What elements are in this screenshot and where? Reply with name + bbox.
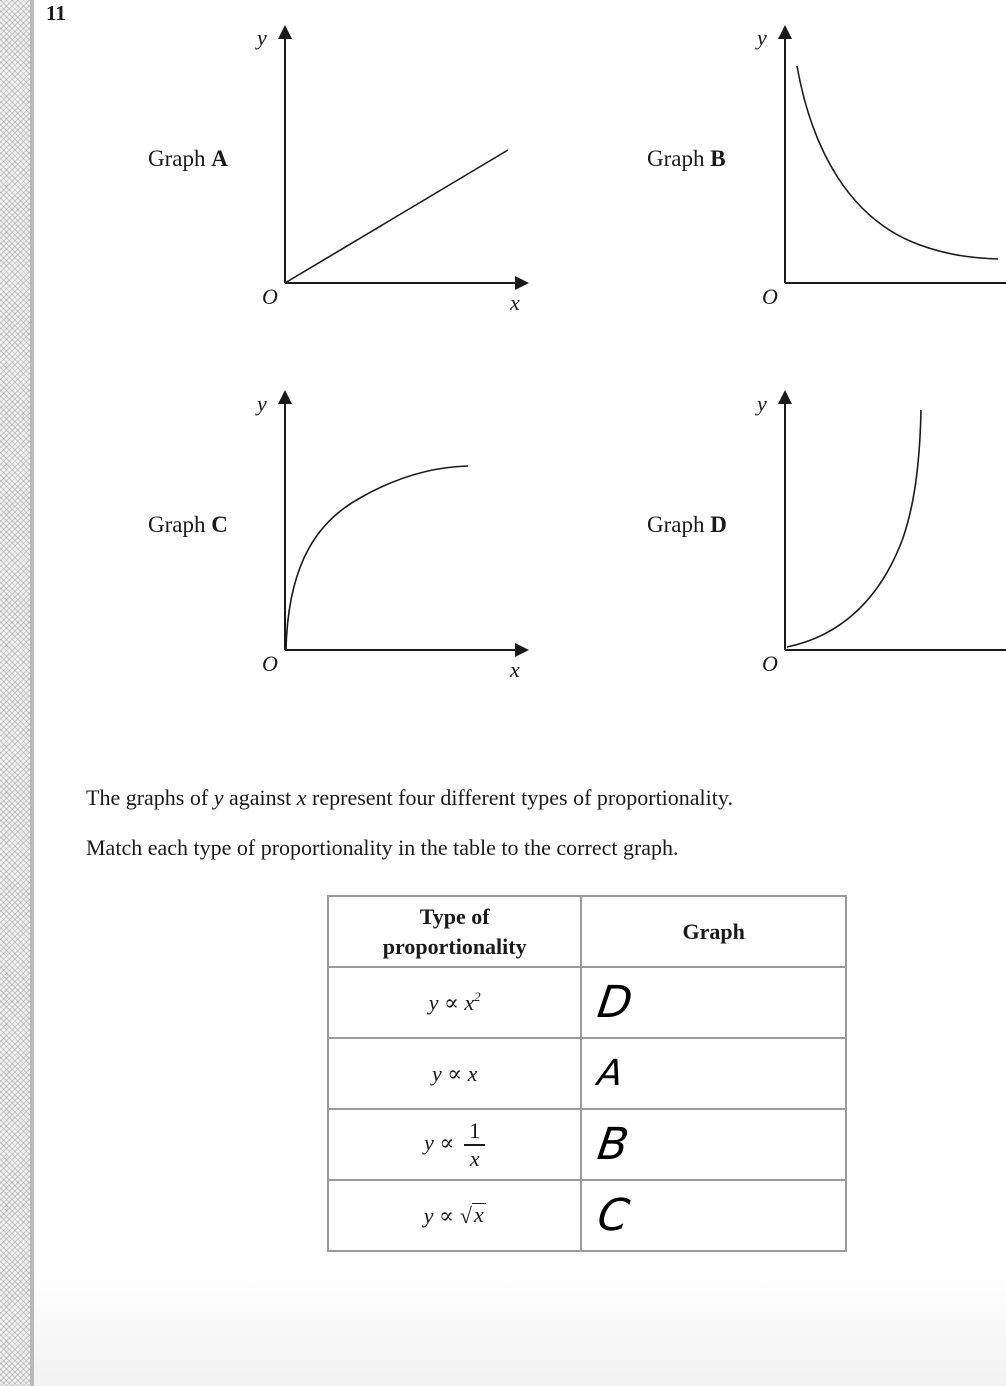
graph-b-curve [797,66,998,259]
graph-d-curve [787,410,921,647]
type-cell: y ∝ $\frac{1}{x}$ [328,1109,581,1180]
table-row [328,1038,846,1109]
handwritten-answer: D [594,977,634,1028]
graph-c-y-label: y [257,391,267,416]
graph-a-y-label: y [257,25,267,50]
answer-cell[interactable] [581,1038,846,1109]
graph-a-x-label: x [510,290,520,315]
graph-c [285,397,522,650]
type-cell: y ∝ x [328,1038,581,1109]
question-number: 11 [46,1,66,25]
answer-cell[interactable] [581,1180,846,1251]
graph-c-origin-label: O [262,651,278,676]
question-text-2: Match each type of proportionality in the table to the correct graph. [86,835,679,860]
table-row [328,1109,846,1180]
graph-b-y-label: y [757,25,767,50]
type-cell: $y \propto x^2$ [328,967,581,1038]
graph-c-curve [286,466,468,650]
table-header-row [328,896,846,967]
page-bottom-shade [34,1270,1006,1386]
graph-a-label: Graph A [148,146,228,171]
graph-b [785,32,1006,283]
graph-a-origin-label: O [262,284,278,309]
matching-table [327,895,847,1252]
table-row [328,967,846,1038]
type-cell: y ∝ √ x [328,1180,581,1251]
graph-d-y-label: y [757,391,767,416]
handwritten-answer: B [594,1119,631,1170]
table-row [328,1180,846,1251]
handwritten-answer: C [594,1190,631,1241]
answer-cell[interactable] [581,967,846,1038]
graph-c-label: Graph C [148,512,228,537]
header-type: Type of proportionality [328,896,581,967]
graph-c-x-label: x [510,657,520,682]
graph-a-line [285,150,508,283]
header-graph: Graph [581,896,846,967]
graph-d [785,397,1006,650]
graph-d-label: Graph D [647,512,727,537]
handwritten-answer: A [595,1053,624,1094]
graph-b-label: Graph B [647,146,726,171]
question-text-1: The graphs of y against x represent four different types of proportionality. [86,785,733,810]
answer-cell[interactable] [581,1109,846,1180]
graph-b-origin-label: O [762,284,778,309]
graph-a [285,32,522,283]
graph-d-origin-label: O [762,651,778,676]
